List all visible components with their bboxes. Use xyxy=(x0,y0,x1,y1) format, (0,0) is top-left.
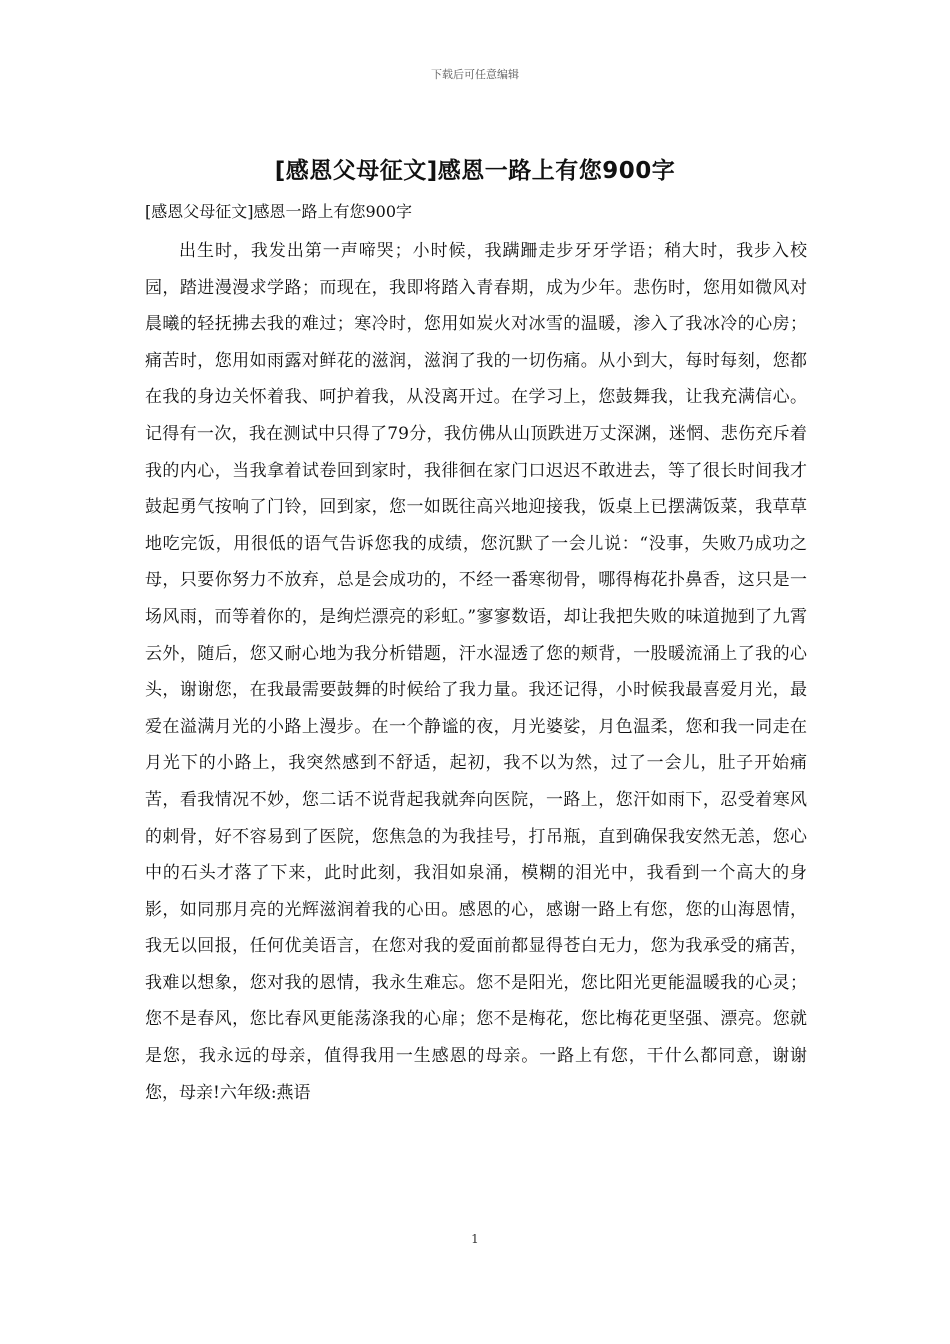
document-title: [感恩父母征文]感恩一路上有您900字 xyxy=(274,158,676,184)
document-subtitle: [感恩父母征文]感恩一路上有您900字 xyxy=(145,202,413,221)
page-number: 1 xyxy=(471,1232,479,1246)
page-header: 下载后可任意编辑 xyxy=(431,68,519,81)
body-paragraph: 出生时，我发出第一声啼哭；小时候，我蹒跚走步牙牙学语；稍大时，我步入校园，踏进漫漫求学路；而现在，我即将踏入青春期，成为少年。悲伤时，您用如微风对晨曦的轻抚拂去我的难过；寒冷时，您用如炭火对冰雪的温暖，渗入了我冰冷的心房；痛苦时，您用如雨露对鲜花的滋润，滋润了我的一切伤痛。从小到大，每时每刻，您都在我的身边关怀着我、呵护着我，从没离开过。在学习上，您鼓舞我，让我充满信心。记得有一次，我在测试中只得了79分，我仿佛从山顶跌进万丈深渊，迷惘、悲伤充斥着我的内心，当我拿着试卷回到家时，我徘徊在家门口迟迟不敢进去，等了很长时间我才鼓起勇气按响了门铃，回到家，您一如既往高兴地迎接我，饭桌上已摆满饭菜，我草草地吃完饭，用很低的语气告诉您我的成绩，您沉默了一会儿说：“没事，失败乃成功之母，只要你努力不放弃，总是会成功的，不经一番寒彻骨，哪得梅花扑鼻香，这只是一场风雨，而等着你的，是绚烂漂亮的彩虹。”寥寥数语，却让我把失败的味道抛到了九霄云外，随后，您又耐心地为我分析错题，汗水湿透了您的颊背，一股暖流涌上了我的心头，谢谢您，在我最需要鼓舞的时候给了我力量。我还记得，小时候我最喜爱月光，最爱在溢满月光的小路上漫步。在一个静谧的夜，月光婆娑，月色温柔，您和我一同走在月光下的小路上，我突然感到不舒适，起初，我不以为然，过了一会儿，肚子开始痛苦，看我情况不妙，您二话不说背起我就奔向医院，一路上，您汗如雨下，忍受着寒风的刺骨，好不容易到了医院，您焦急的为我挂号，打吊瓶，直到确保我安然无恙，您心中的石头才落了下来，此时此刻，我泪如泉涌，模糊的泪光中，我看到一个高大的身影，如同那月亮的光辉滋润着我的心田。感恩的心，感谢一路上有您，您的山海恩情，我无以回报，任何优美语言，在您对我的爱面前都显得苍白无力，您为我承受的痛苦，我难以想象，您对我的恩情，我永生难忘。您不是阳光，您比阳光更能温暖我的心灵；您不是春风，您比春风更能荡涤我的心扉；您不是梅花，您比梅花更坚强、漂亮。您就是您，我永远的母亲，值得我用一生感恩的母亲。一路上有您，干什么都同意，谢谢您，母亲!六年级:燕语 xyxy=(145,241,807,1103)
